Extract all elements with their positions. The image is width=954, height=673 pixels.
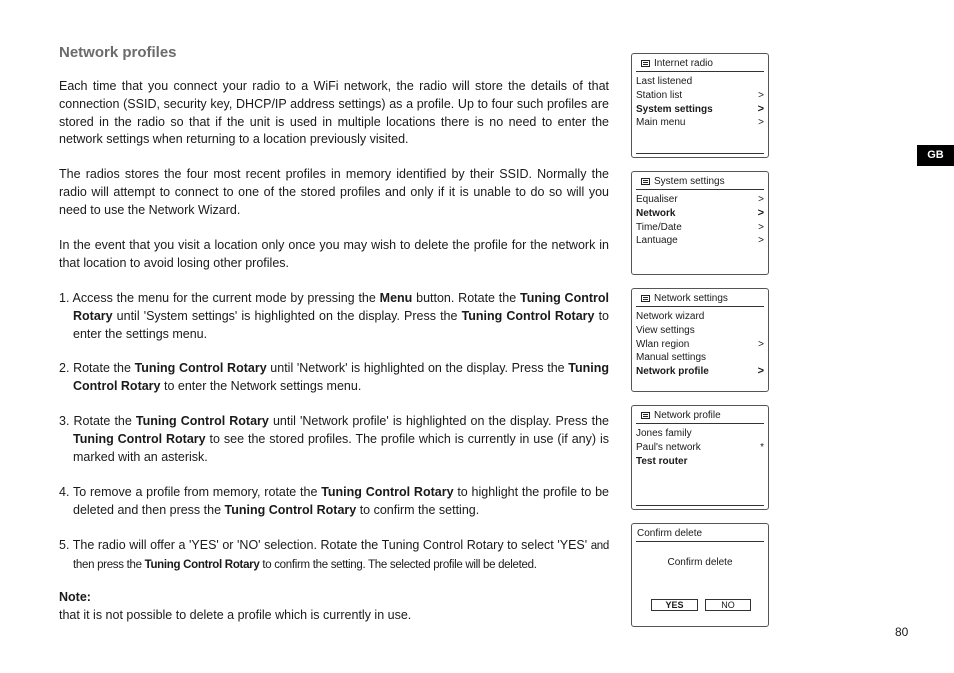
menu-item-label: Wlan region: [636, 338, 690, 350]
menu-item-station-list: [636, 89, 764, 103]
step-bold: Tuning Control Rotary: [73, 431, 206, 446]
step-text: to confirm the setting.: [356, 502, 480, 517]
menu-list-icon: [641, 178, 650, 185]
menu-item-network-profile: [636, 365, 764, 379]
chevron-right-icon: [754, 351, 764, 365]
chevron-right-icon: >: [758, 194, 764, 205]
chevron-right-icon: >: [758, 117, 764, 129]
menu-item-label: Network profile: [636, 366, 709, 378]
step-text: until 'System settings' is highlighted on the display. Press the: [112, 308, 462, 323]
profile-item-jones-family: [636, 427, 764, 441]
chevron-right-icon: >: [757, 206, 764, 219]
no-button: NO: [705, 599, 751, 611]
chevron-right-icon: >: [757, 365, 764, 378]
step-text: 1. Access the menu for the current mode by pressing the: [59, 291, 380, 305]
paragraph-profiles-intro: Each time that you connect your radio to a WiFi network, the radio will store the details of that connection (SSID, security key, DHCP/IP address settings) as a profile. Up to four such profiles are stored in the radio so that if the unit is used in multiple locations there is no need to enter the network settings when returning to a location previously visited.: [59, 79, 609, 147]
display-title: [636, 409, 764, 424]
display-confirm-delete: [631, 523, 769, 627]
step-text: 4. To remove a profile from memory, rotate the: [59, 485, 322, 499]
menu-item-language: [636, 234, 764, 248]
display-title-text: Network settings: [654, 293, 728, 304]
menu-item-last-listened: [636, 75, 764, 89]
menu-item-label: Network: [636, 207, 676, 219]
step-5: [59, 537, 609, 575]
menu-item-network: [636, 207, 764, 221]
step-bold: Tuning Control Rotary: [134, 361, 267, 375]
menu-item-main-menu: [636, 116, 764, 130]
menu-item-wlan-region: [636, 338, 764, 352]
display-title-text: Confirm delete: [637, 528, 703, 539]
step-bold: Tuning Control Rotary: [73, 361, 609, 393]
paragraph-profiles-memory: The radios stores the four most recent profiles in memory identified by their SSID. Normally the radio will attempt to connect to one of the stored profiles and only if it is unable to do so will you need to use the Network Wizard.: [59, 167, 609, 217]
chevron-right-icon: >: [758, 89, 764, 101]
menu-item-equaliser: [636, 193, 764, 207]
step-text: 3. Rotate the: [59, 414, 136, 428]
display-divider: [636, 153, 764, 154]
step-3: [59, 413, 609, 466]
step-bold: Menu: [379, 291, 413, 305]
language-tab: GB: [917, 145, 954, 166]
display-network-profile: [631, 405, 769, 510]
profile-label: Test router: [636, 455, 688, 467]
menu-item-system-settings: [636, 103, 764, 117]
menu-item-label: System settings: [636, 103, 713, 115]
chevron-right-icon: >: [758, 221, 764, 233]
profile-label: Jones family: [636, 428, 692, 439]
display-internet-radio: [631, 53, 769, 158]
step-bold: Tuning Control Rotary: [321, 485, 454, 499]
step-bold: Tuning Control Rotary: [224, 502, 357, 517]
paragraph-delete-advice: In the event that you visit a location only once you may wish to delete the profile for the network in that location to avoid losing other profiles.: [59, 238, 609, 270]
confirm-message: Confirm delete: [667, 557, 733, 568]
step-2: [59, 360, 609, 396]
page-number: 80: [895, 625, 909, 639]
profile-item-test-router: [636, 455, 764, 469]
menu-item-label: Network wizard: [636, 311, 705, 322]
display-title: [636, 57, 764, 72]
step-1: [59, 290, 609, 343]
step-text: to highlight the profile to be deleted and then press the: [73, 485, 609, 517]
step-text: to enter the Network settings menu.: [160, 378, 362, 393]
display-title-text: System settings: [654, 176, 725, 187]
menu-list-icon: [641, 295, 650, 302]
menu-item-time-date: [636, 221, 764, 235]
menu-list-icon: [641, 412, 650, 419]
asterisk-icon: [754, 455, 764, 469]
display-title: [636, 527, 764, 542]
menu-item-label: View settings: [636, 324, 695, 336]
menu-item-label: Time/Date: [636, 221, 682, 233]
display-title-text: Network profile: [654, 410, 721, 421]
display-network-settings: [631, 288, 769, 392]
menu-item-label: Main menu: [636, 117, 686, 129]
step-text: to enter the settings menu.: [73, 308, 609, 341]
chevron-right-icon: [754, 324, 764, 338]
display-title: [636, 292, 764, 307]
menu-item-label: Station list: [636, 89, 683, 101]
display-divider: [636, 505, 764, 506]
page-heading: Network profiles: [59, 44, 177, 61]
note-heading: Note:: [59, 590, 91, 604]
profile-item-pauls-network: [636, 441, 764, 455]
menu-item-label: Last listened: [636, 76, 693, 87]
yes-button: YES: [651, 599, 698, 611]
asterisk-icon: [754, 427, 764, 441]
asterisk-icon: *: [760, 441, 764, 453]
step-text: to see the stored profiles. The profile which is currently in use (if any) is marked with an asterisk.: [73, 431, 609, 464]
step-4: [59, 484, 609, 520]
chevron-right-icon: [754, 75, 764, 89]
step-bold: Tuning Control Rotary: [144, 558, 260, 571]
step-text: until 'Network profile' is highlighted on the display. Press the: [268, 414, 609, 428]
display-title: [636, 175, 764, 190]
menu-item-view-settings: [636, 324, 764, 338]
chevron-right-icon: >: [758, 235, 764, 247]
menu-item-network-wizard: [636, 310, 764, 324]
step-bold: Tuning Control Rotary: [135, 414, 269, 428]
step-text: button. Rotate the: [412, 291, 521, 305]
step-text: 2. Rotate the: [59, 361, 135, 375]
menu-item-label: Manual settings: [636, 352, 707, 364]
step-text: to confirm the setting. The selected profile will be deleted.: [259, 558, 537, 571]
menu-list-icon: [641, 60, 650, 67]
menu-item-label: Equaliser: [636, 194, 678, 205]
step-text: until 'Network' is highlighted on the display. Press the: [266, 361, 569, 375]
chevron-right-icon: >: [757, 102, 764, 115]
menu-item-label: Lantuage: [636, 235, 678, 247]
step-bold: Tuning Control Rotary: [73, 291, 609, 323]
profile-label: Paul's network: [636, 441, 701, 453]
step-text: and then press the: [73, 540, 609, 571]
step-text: 5. The radio will offer a 'YES' or 'NO' selection. Rotate the Tuning Control Rotary to select 'YES': [59, 538, 591, 552]
display-title-text: Internet radio: [654, 58, 713, 69]
step-bold: Tuning Control Rotary: [461, 308, 595, 323]
display-system-settings: [631, 171, 769, 275]
chevron-right-icon: [754, 310, 764, 324]
note-text: that it is not possible to delete a profile which is currently in use.: [59, 608, 412, 622]
chevron-right-icon: >: [758, 338, 764, 350]
menu-item-manual-settings: [636, 351, 764, 365]
